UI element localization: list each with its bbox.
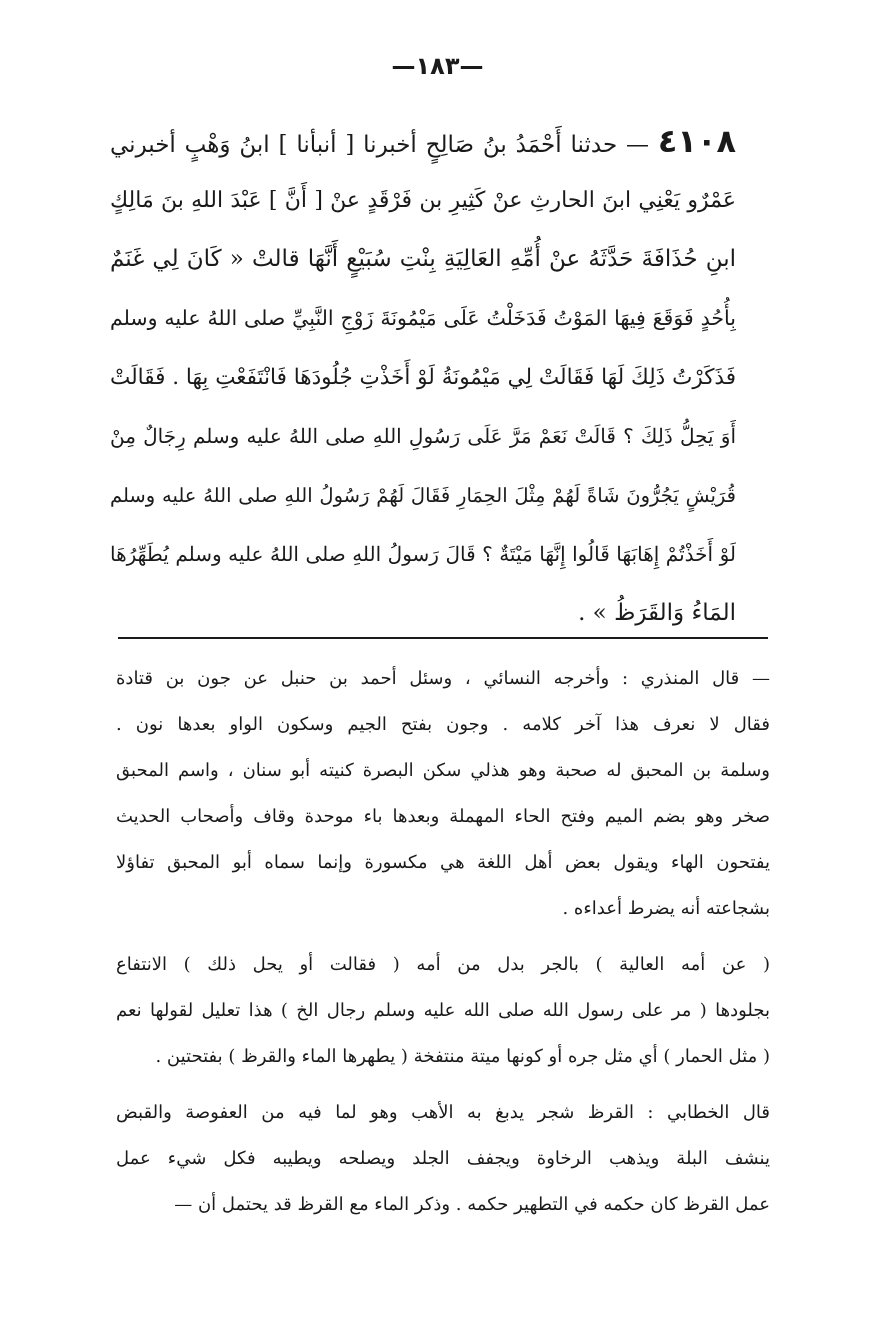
commentary-paragraph — [116, 942, 770, 1080]
commentary-paragraph — [116, 1090, 770, 1228]
commentary-line: ينشف البلة ويذهب الرخاوة ويجفف الجلد ويصلحه ويطيبه فكل شيء عمل — [116, 1148, 770, 1169]
commentary-line: بجلودها ( مر على رسول الله صلى الله عليه وسلم رجال الخ ) هذا تعليل لقولها نعم — [116, 1000, 770, 1021]
commentary-line: بشجاعته أنه يضرط أعداءه . — [562, 898, 770, 919]
hadith-number: ٤١٠٨ — [657, 122, 736, 160]
page-number: —١٨٣— — [391, 52, 484, 80]
hadith-line: ابنِ حُذَافَةَ حَدَّثَهُ عنْ أُمِّهِ العَالِيَةِ بِنْتِ سُبَيْعٍ أَنَّهَا قالتْ « كَانَ لِي غَنَمٌ — [110, 246, 736, 272]
commentary-line: فقال لا نعرف هذا آخر كلامه . وجون بفتح الجيم وسكون الواو بعدها نون . — [116, 714, 770, 735]
commentary-line: — قال المنذري : وأخرجه النسائي ، وسئل أحمد بن حنبل عن جون بن قتادة — [116, 668, 770, 689]
hadith-line-text: — حدثنا أَحْمَدُ بنُ صَالِحٍ أخبرنا [ أنبأنا ] ابنُ وَهْبٍ أخبرني — [110, 132, 650, 158]
hadith-line: لَوْ أَخَذْتُمْ إِهَابَهَا قَالُوا إِنَّهَا مَيْتَةٌ ؟ قَالَ رَسولُ اللهِ صلى اللهُ عليه وسلم يُطَهِّرُهَا — [110, 542, 736, 566]
hadith-text — [110, 112, 736, 643]
commentary-line: ( مثل الحمار ) أي مثل جره أو كونها ميتة منتفخة ( يطهرها الماء والقرظ ) بفتحتين . — [155, 1046, 770, 1067]
hadith-line: بِأُحُدٍ فَوَقَعَ فِيهَا المَوْتُ فَدَخَلْتُ عَلَى مَيْمُونَةَ زَوْجِ النَّبِيِّ صلى اللهُ عليه وسلم — [110, 306, 736, 330]
hadith-line — [110, 112, 736, 171]
hadith-line: المَاءُ وَالقَرَظُ » . — [578, 600, 736, 626]
hadith-line: فَذَكَرْتُ ذَلِكَ لَهَا فَقَالَتْ لِي مَيْمُونَةُ لَوْ أَخَذْتِ جُلُودَهَا فَانْتَفَعْتِ بِهَا . فَقَالَتْ — [110, 365, 736, 390]
commentary-line: يفتحون الهاء ويقول بعض أهل اللغة هي مكسورة وإنما سماه أبو المحبق تفاؤلا — [116, 852, 770, 873]
section-divider — [118, 637, 768, 639]
commentary-paragraph — [116, 656, 770, 932]
hadith-line: عَمْرٌو يَعْنِي ابنَ الحارثِ عنْ كَثِيرِ بن فَرْقَدٍ عنْ [ أَنَّ ] عَبْدَ اللهِ بنَ مَالِكٍ — [110, 188, 736, 213]
commentary-line: وسلمة بن المحبق له صحبة وهو هذلي سكن البصرة كنيته أبو سنان ، واسم المحبق — [116, 760, 770, 781]
commentary-line: صخر وهو بضم الميم وفتح الحاء المهملة وبعدها باء موحدة وقاف وأصحاب الحديث — [116, 806, 770, 827]
commentary-line: قال الخطابي : القرظ شجر يدبغ به الأهب وهو لما فيه من العفوصة والقبض — [116, 1102, 770, 1123]
commentary — [116, 656, 770, 1238]
hadith-line: أَوَ يَحِلُّ ذَلِكَ ؟ قَالَتْ نَعَمْ مَرَّ عَلَى رَسُولِ اللهِ صلى اللهُ عليه وسلم رِجَالٌ مِنْ — [110, 424, 736, 448]
hadith-line: قُرَيْشٍ يَجُرُّونَ شَاةً لَهُمْ مِثْلَ الحِمَارِ فَقَالَ لَهُمْ رَسُولُ اللهِ صلى اللهُ عليه وسلم — [110, 484, 736, 507]
commentary-line: ( عن أمه العالية ) بالجر بدل من أمه ( فقالت أو يحل ذلك ) الانتفاع — [116, 954, 770, 975]
commentary-line: عمل القرظ كان حكمه في التطهير حكمه . وذكر الماء مع القرظ قد يحتمل أن — — [174, 1194, 770, 1215]
